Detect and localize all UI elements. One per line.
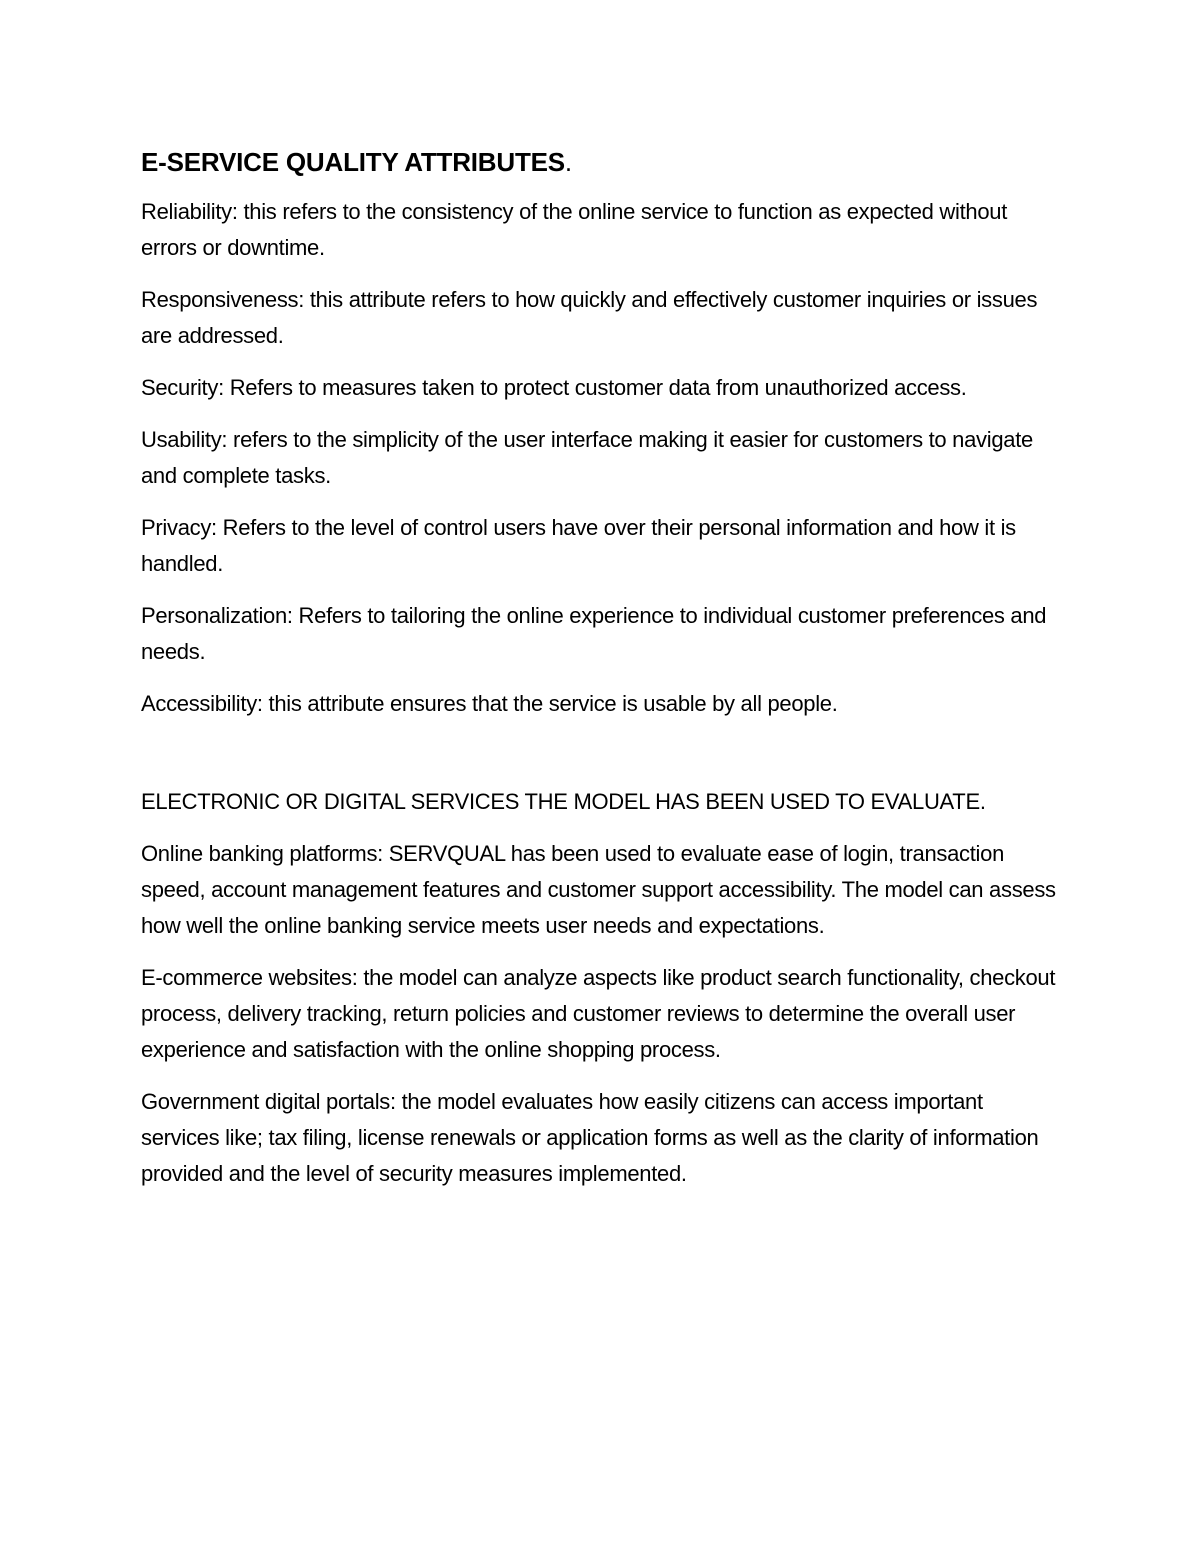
paragraph-government-portals: Government digital portals: the model evaluates how easily citizens can access important services like; tax filing, license renewals or application forms as well as the clarity of information provided and the level of security measures implemented.: [141, 1089, 1039, 1186]
paragraph-responsiveness: Responsiveness: this attribute refers to how quickly and effectively customer inquiries or issues are addressed.: [141, 287, 1038, 348]
section1-title: E-SERVICE QUALITY ATTRIBUTES: [141, 147, 565, 177]
paragraph-reliability: Reliability: this refers to the consistency of the online service to function as expected without errors or downtime.: [141, 199, 1008, 260]
paragraph-accessibility: Accessibility: this attribute ensures that the service is usable by all people.: [141, 691, 838, 716]
section1-title-suffix: .: [564, 147, 572, 177]
section1-heading: [141, 144, 1061, 180]
section-spacer: [141, 738, 1061, 784]
paragraph-personalization: Personalization: Refers to tailoring the online experience to individual customer preferences and needs.: [141, 603, 1047, 664]
paragraph-online-banking: Online banking platforms: SERVQUAL has been used to evaluate ease of login, transaction speed, account management features and customer support accessibility. The model can assess how well the online banking service meets user needs and expectations.: [141, 841, 1056, 938]
paragraph-e-commerce: E-commerce websites: the model can analyze aspects like product search functionality, checkout process, delivery tracking, return policies and customer reviews to determine the overall user experience and satisfaction with the online shopping process.: [141, 965, 1056, 1062]
document-content: [141, 144, 1061, 1208]
paragraph-usability: Usability: refers to the simplicity of the user interface making it easier for customers to navigate and complete tasks.: [141, 427, 1033, 488]
section2-heading: ELECTRONIC OR DIGITAL SERVICES THE MODEL HAS BEEN USED TO EVALUATE.: [141, 789, 986, 814]
paragraph-privacy: Privacy: Refers to the level of control users have over their personal information and how it is handled.: [141, 515, 1016, 576]
paragraph-security: Security: Refers to measures taken to protect customer data from unauthorized access.: [141, 375, 967, 400]
